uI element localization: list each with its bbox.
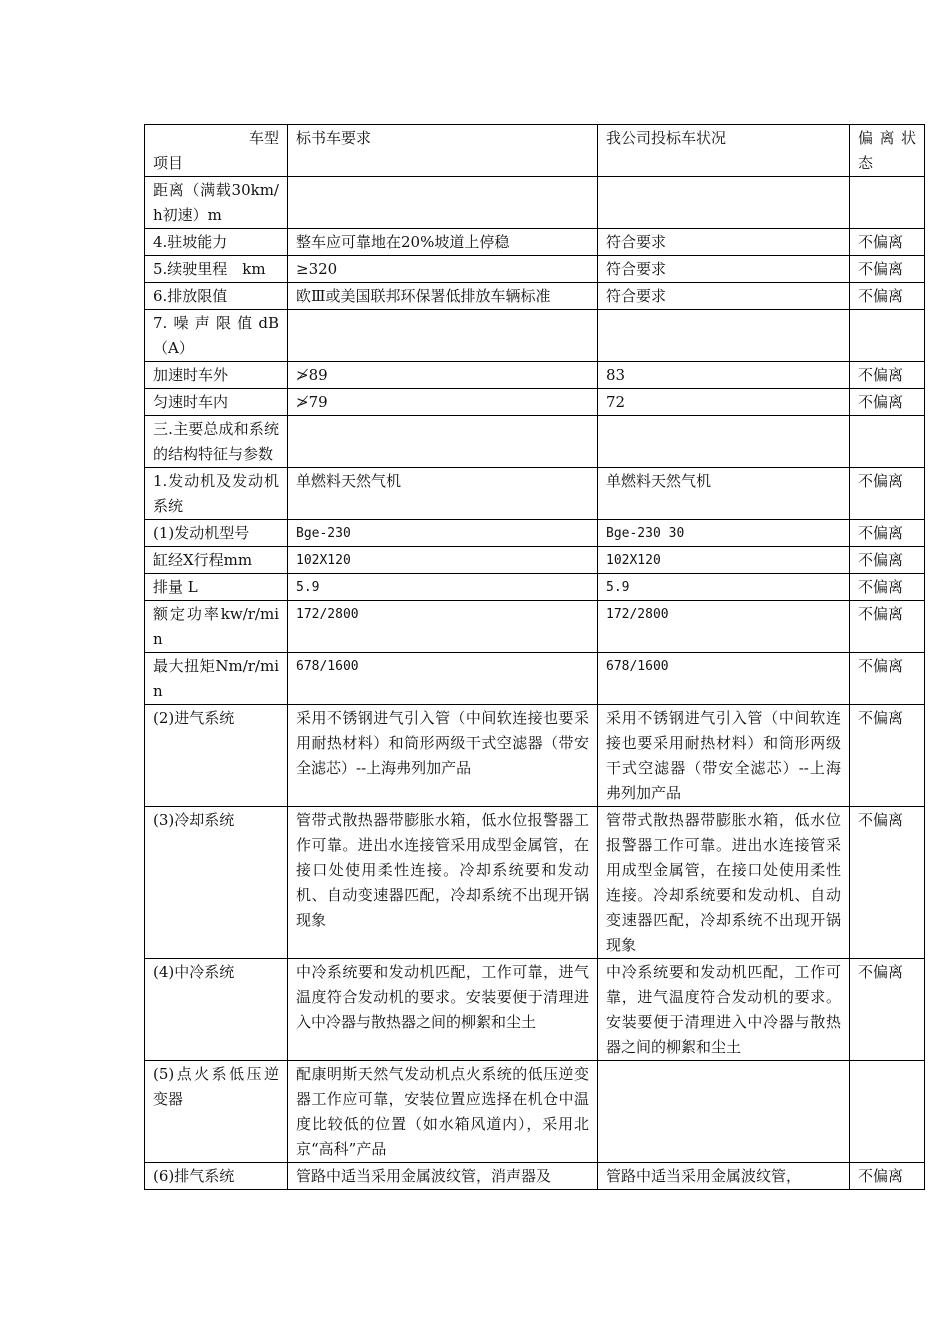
cell-deviation	[850, 310, 925, 362]
cell-item: (5)点火系低压逆变器	[145, 1061, 288, 1163]
table-row	[145, 547, 925, 574]
cell-bid-status: 5.9	[598, 574, 850, 601]
table-row	[145, 959, 925, 1061]
cell-tender-requirement: 678/1600	[288, 653, 598, 705]
cell-bid-status: 83	[598, 362, 850, 389]
table-row	[145, 177, 925, 229]
table-row	[145, 229, 925, 256]
cell-item: 加速时车外	[145, 362, 288, 389]
spec-comparison-table	[144, 124, 925, 1190]
cell-deviation	[850, 177, 925, 229]
cell-deviation: 不偏离	[850, 1163, 925, 1190]
cell-tender-requirement: 欧Ⅲ或美国联邦环保署低排放车辆标准	[288, 283, 598, 310]
cell-deviation: 不偏离	[850, 959, 925, 1061]
cell-tender-requirement: 采用不锈钢进气引入管（中间软连接也要采用耐热材料）和筒形两级干式空滤器（带安全滤芯）--上海弗列加产品	[288, 705, 598, 807]
cell-item: 最大扭矩Nm/r/min	[145, 653, 288, 705]
cell-tender-requirement: 5.9	[288, 574, 598, 601]
cell-item: (6)排气系统	[145, 1163, 288, 1190]
cell-tender-requirement: ≥320	[288, 256, 598, 283]
cell-bid-status: 中冷系统要和发动机匹配，工作可靠，进气温度符合发动机的要求。安装要便于清理进入中冷器与散热器之间的柳絮和尘土	[598, 959, 850, 1061]
cell-bid-status: 符合要求	[598, 256, 850, 283]
cell-bid-status	[598, 416, 850, 468]
cell-tender-requirement	[288, 416, 598, 468]
cell-deviation: 不偏离	[850, 283, 925, 310]
table-row	[145, 705, 925, 807]
table-row	[145, 653, 925, 705]
cell-bid-status: 符合要求	[598, 283, 850, 310]
cell-bid-status: 102X120	[598, 547, 850, 574]
cell-deviation: 不偏离	[850, 468, 925, 520]
cell-bid-status	[598, 1061, 850, 1163]
cell-item: 7.噪声限值dB（A）	[145, 310, 288, 362]
table-row	[145, 468, 925, 520]
table-row	[145, 520, 925, 547]
header-cell-item	[145, 125, 288, 177]
cell-item: 三.主要总成和系统的结构特征与参数	[145, 416, 288, 468]
cell-deviation	[850, 1061, 925, 1163]
cell-tender-requirement: ≯79	[288, 389, 598, 416]
cell-tender-requirement: 管带式散热器带膨胀水箱，低水位报警器工作可靠。进出水连接管采用成型金属管，在接口处使用柔性连接。冷却系统要和发动机、自动变速器匹配，冷却系统不出现开锅现象	[288, 807, 598, 959]
cell-item: (1)发动机型号	[145, 520, 288, 547]
cell-item: 6.排放限值	[145, 283, 288, 310]
cell-tender-requirement: ≯89	[288, 362, 598, 389]
cell-tender-requirement: 管路中适当采用金属波纹管，消声器及	[288, 1163, 598, 1190]
cell-tender-requirement: 配康明斯天然气发动机点火系统的低压逆变器工作应可靠，安装位置应选择在机仓中温度比较低的位置（如水箱风道内），采用北京“高科”产品	[288, 1061, 598, 1163]
cell-deviation: 不偏离	[850, 389, 925, 416]
table-row	[145, 601, 925, 653]
cell-bid-status: 172/2800	[598, 601, 850, 653]
cell-tender-requirement	[288, 310, 598, 362]
cell-bid-status	[598, 177, 850, 229]
header-tender-requirement: 标书车要求	[288, 125, 598, 177]
cell-bid-status: 72	[598, 389, 850, 416]
cell-deviation: 不偏离	[850, 256, 925, 283]
cell-item: 4.驻坡能力	[145, 229, 288, 256]
cell-bid-status: 采用不锈钢进气引入管（中间软连接也要采用耐热材料）和筒形两级干式空滤器（带安全滤芯）--上海弗列加产品	[598, 705, 850, 807]
cell-deviation	[850, 416, 925, 468]
cell-deviation: 不偏离	[850, 705, 925, 807]
header-bid-status: 我公司投标车状况	[598, 125, 850, 177]
table-row	[145, 283, 925, 310]
cell-item: 缸经X行程mm	[145, 547, 288, 574]
table-row	[145, 416, 925, 468]
table-row	[145, 310, 925, 362]
cell-deviation: 不偏离	[850, 601, 925, 653]
table-row	[145, 1163, 925, 1190]
cell-item: 5.续驶里程 km	[145, 256, 288, 283]
cell-deviation: 不偏离	[850, 574, 925, 601]
cell-tender-requirement: Bge-230	[288, 520, 598, 547]
cell-bid-status: 管带式散热器带膨胀水箱，低水位报警器工作可靠。进出水连接管采用成型金属管，在接口处使用柔性连接。冷却系统要和发动机、自动变速器匹配，冷却系统不出现开锅现象	[598, 807, 850, 959]
table-header-row	[145, 125, 925, 177]
cell-item: 匀速时车内	[145, 389, 288, 416]
cell-bid-status: 符合要求	[598, 229, 850, 256]
cell-tender-requirement: 102X120	[288, 547, 598, 574]
cell-deviation: 不偏离	[850, 653, 925, 705]
cell-deviation: 不偏离	[850, 229, 925, 256]
cell-item: 距离（满载30km/h初速）m	[145, 177, 288, 229]
cell-bid-status: 单燃料天然气机	[598, 468, 850, 520]
cell-item: (4)中冷系统	[145, 959, 288, 1061]
header-item: 项目	[153, 154, 184, 172]
cell-item: 额定功率kw/r/min	[145, 601, 288, 653]
cell-item: 排量 L	[145, 574, 288, 601]
cell-deviation: 不偏离	[850, 362, 925, 389]
cell-tender-requirement: 172/2800	[288, 601, 598, 653]
cell-item: (3)冷却系统	[145, 807, 288, 959]
cell-deviation: 不偏离	[850, 547, 925, 574]
table-row	[145, 362, 925, 389]
cell-tender-requirement: 整车应可靠地在20%坡道上停稳	[288, 229, 598, 256]
cell-bid-status	[598, 310, 850, 362]
header-deviation: 偏离状态	[850, 125, 925, 177]
cell-bid-status: 管路中适当采用金属波纹管，	[598, 1163, 850, 1190]
table-row	[145, 256, 925, 283]
table-row	[145, 807, 925, 959]
cell-deviation: 不偏离	[850, 807, 925, 959]
cell-tender-requirement: 单燃料天然气机	[288, 468, 598, 520]
cell-tender-requirement: 中冷系统要和发动机匹配，工作可靠，进气温度符合发动机的要求。安装要便于清理进入中冷器与散热器之间的柳絮和尘土	[288, 959, 598, 1061]
header-vehicle-type: 车型	[248, 129, 279, 147]
cell-item: (2)进气系统	[145, 705, 288, 807]
table-row	[145, 574, 925, 601]
cell-bid-status: 678/1600	[598, 653, 850, 705]
cell-item: 1.发动机及发动机系统	[145, 468, 288, 520]
cell-deviation: 不偏离	[850, 520, 925, 547]
table-row	[145, 1061, 925, 1163]
table-row	[145, 389, 925, 416]
cell-tender-requirement	[288, 177, 598, 229]
cell-bid-status: Bge-230 30	[598, 520, 850, 547]
